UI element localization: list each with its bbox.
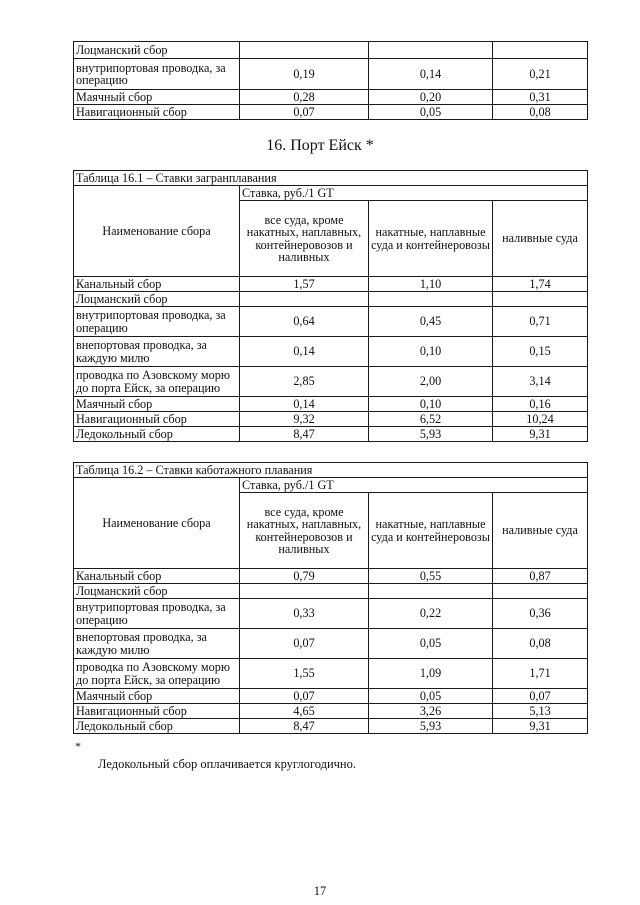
column-header-all-vessels: все суда, кроме накатных, наплавных, контейнеровозов и наливных — [240, 201, 369, 277]
rate-cell: 0,64 — [240, 307, 369, 337]
table-row — [74, 412, 588, 427]
rate-cell: 10,24 — [493, 412, 588, 427]
rate-cell — [369, 584, 493, 599]
footnote-text: Ледокольный сбор оплачивается круглогодично. — [98, 757, 357, 771]
rate-cell: 2,00 — [369, 367, 493, 397]
rate-cell — [240, 292, 369, 307]
rate-cell: 0,05 — [369, 629, 493, 659]
rate-cell — [369, 292, 493, 307]
rate-header: Ставка, руб./1 GT — [240, 478, 588, 493]
rate-cell: 0,33 — [240, 599, 369, 629]
table-16-2 — [73, 462, 588, 734]
rate-cell — [240, 42, 369, 59]
rate-cell: 9,32 — [240, 412, 369, 427]
table-row — [74, 337, 588, 367]
table-row — [74, 629, 588, 659]
rate-cell: 0,07 — [240, 105, 369, 120]
rate-cell: 4,65 — [240, 704, 369, 719]
section-heading: 16. Порт Ейск * — [266, 137, 374, 154]
fee-name-cell: внепортовая проводка, за каждую милю — [74, 629, 240, 659]
table-16-1 — [73, 170, 588, 442]
table-row — [74, 704, 588, 719]
rate-cell: 1,10 — [369, 277, 493, 292]
table-row — [74, 277, 588, 292]
rate-cell: 0,05 — [369, 689, 493, 704]
rate-cell: 2,85 — [240, 367, 369, 397]
rate-cell — [369, 42, 493, 59]
rate-cell: 0,15 — [493, 337, 588, 367]
table-header-row — [74, 186, 588, 201]
table-row — [74, 367, 588, 397]
rate-cell: 0,14 — [240, 397, 369, 412]
fee-name-cell: Маячный сбор — [74, 689, 240, 704]
rate-cell: 1,57 — [240, 277, 369, 292]
table-caption: Таблица 16.1 – Ставки загранплавания — [74, 171, 588, 186]
fee-name-cell: Маячный сбор — [74, 90, 240, 105]
table-row — [74, 427, 588, 442]
fee-name-cell: Канальный сбор — [74, 569, 240, 584]
rate-cell: 0,71 — [493, 307, 588, 337]
table-row — [74, 719, 588, 734]
table-row — [74, 689, 588, 704]
fee-name-cell: Лоцманский сбор — [74, 292, 240, 307]
fee-name-cell: Навигационный сбор — [74, 105, 240, 120]
rate-cell: 1,74 — [493, 277, 588, 292]
column-header-all-vessels: все суда, кроме накатных, наплавных, контейнеровозов и наливных — [240, 493, 369, 569]
rate-cell — [493, 42, 588, 59]
fee-name-cell: проводка по Азовскому морю до порта Ейск, за операцию — [74, 367, 240, 397]
rate-cell: 5,93 — [369, 427, 493, 442]
rate-cell: 0,20 — [369, 90, 493, 105]
fee-name-cell: Навигационный сбор — [74, 704, 240, 719]
page-number: 17 — [313, 884, 327, 898]
name-column-header: Наименование сбора — [74, 478, 240, 569]
column-header-roro-vessels: накатные, наплавные суда и контейнеровозы — [369, 493, 493, 569]
table-caption: Таблица 16.2 – Ставки каботажного плавания — [74, 463, 588, 478]
rate-cell: 0,08 — [493, 105, 588, 120]
fee-name-cell: Навигационный сбор — [74, 412, 240, 427]
fee-name-cell: проводка по Азовскому морю до порта Ейск, за операцию — [74, 659, 240, 689]
rate-cell: 1,71 — [493, 659, 588, 689]
rate-cell: 3,26 — [369, 704, 493, 719]
rate-cell: 0,05 — [369, 105, 493, 120]
table-row — [74, 59, 588, 90]
table-header-row — [74, 478, 588, 493]
rate-cell: 0,45 — [369, 307, 493, 337]
fee-name-cell: Лоцманский сбор — [74, 584, 240, 599]
rate-header: Ставка, руб./1 GT — [240, 186, 588, 201]
fee-name-cell: внутрипортовая проводка, за операцию — [74, 59, 240, 90]
table-row — [74, 90, 588, 105]
rate-cell: 0,19 — [240, 59, 369, 90]
rate-cell — [493, 584, 588, 599]
fee-name-cell: Ледокольный сбор — [74, 719, 240, 734]
table-row — [74, 105, 588, 120]
column-header-tankers: наливные суда — [493, 493, 588, 569]
rate-cell: 0,31 — [493, 90, 588, 105]
table-row — [74, 599, 588, 629]
rate-cell: 0,08 — [493, 629, 588, 659]
table-row — [74, 292, 588, 307]
column-header-roro-vessels: накатные, наплавные суда и контейнеровозы — [369, 201, 493, 277]
rate-cell: 6,52 — [369, 412, 493, 427]
table-row — [74, 42, 588, 59]
rate-cell: 0,36 — [493, 599, 588, 629]
rates-table-continuation — [73, 41, 588, 120]
rate-cell: 8,47 — [240, 719, 369, 734]
table-row — [74, 307, 588, 337]
rate-cell: 0,87 — [493, 569, 588, 584]
table-caption-row — [74, 171, 588, 186]
rate-cell: 0,28 — [240, 90, 369, 105]
rate-cell: 0,16 — [493, 397, 588, 412]
table-row — [74, 659, 588, 689]
rate-cell: 3,14 — [493, 367, 588, 397]
rate-cell: 0,10 — [369, 337, 493, 367]
table-caption-row — [74, 463, 588, 478]
rate-cell: 8,47 — [240, 427, 369, 442]
rate-cell: 0,07 — [240, 689, 369, 704]
rate-cell: 9,31 — [493, 427, 588, 442]
table-row — [74, 584, 588, 599]
rate-cell: 0,07 — [240, 629, 369, 659]
rate-cell — [240, 584, 369, 599]
footnote-marker: * — [75, 739, 81, 753]
rate-cell: 1,09 — [369, 659, 493, 689]
rate-cell: 0,79 — [240, 569, 369, 584]
table-row — [74, 569, 588, 584]
rate-cell: 0,55 — [369, 569, 493, 584]
rate-cell: 0,10 — [369, 397, 493, 412]
rate-cell: 5,13 — [493, 704, 588, 719]
fee-name-cell: Ледокольный сбор — [74, 427, 240, 442]
rate-cell: 5,93 — [369, 719, 493, 734]
fee-name-cell: внутрипортовая проводка, за операцию — [74, 307, 240, 337]
fee-name-cell: Маячный сбор — [74, 397, 240, 412]
rate-cell: 9,31 — [493, 719, 588, 734]
rate-cell: 0,21 — [493, 59, 588, 90]
rate-cell: 1,55 — [240, 659, 369, 689]
table-row — [74, 397, 588, 412]
fee-name-cell: Канальный сбор — [74, 277, 240, 292]
rate-cell: 0,14 — [240, 337, 369, 367]
fee-name-cell: внутрипортовая проводка, за операцию — [74, 599, 240, 629]
rate-cell: 0,14 — [369, 59, 493, 90]
column-header-tankers: наливные суда — [493, 201, 588, 277]
fee-name-cell: Лоцманский сбор — [74, 42, 240, 59]
rate-cell: 0,22 — [369, 599, 493, 629]
name-column-header: Наименование сбора — [74, 186, 240, 277]
rate-cell — [493, 292, 588, 307]
rate-cell: 0,07 — [493, 689, 588, 704]
fee-name-cell: внепортовая проводка, за каждую милю — [74, 337, 240, 367]
